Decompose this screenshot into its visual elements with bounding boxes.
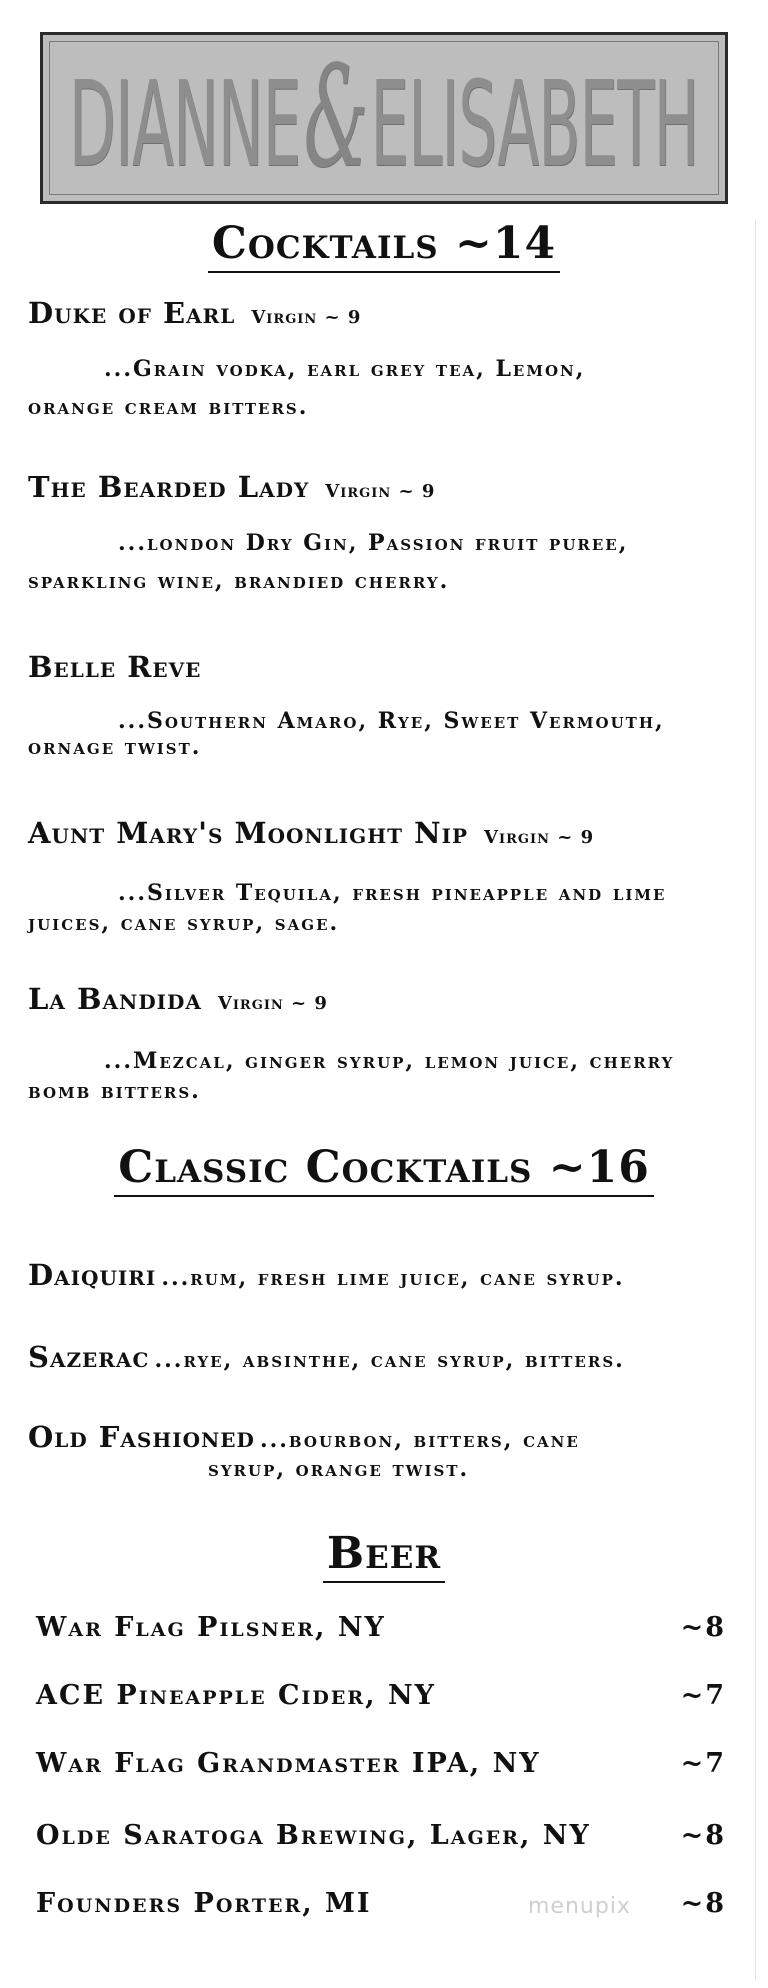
watermark: menupix (528, 1894, 631, 1919)
cocktail-desc-line2: juices, cane syrup, sage. (28, 910, 340, 936)
beer-name: ACE Pineapple Cider, NY (36, 1680, 436, 1711)
cocktail-desc-line2: bomb bitters. (28, 1078, 201, 1104)
cocktail-item-name (28, 982, 328, 1016)
cocktail-desc-line1: ...Southern Amaro, Rye, Sweet Vermouth, (118, 708, 665, 734)
cocktail-name: Duke of Earl (28, 296, 236, 330)
logo-text (69, 36, 699, 199)
beer-price: ~8 (680, 1612, 726, 1643)
cocktail-desc-line1: ...Silver Tequila, fresh pineapple and lime (118, 880, 667, 906)
cocktail-item-name (28, 470, 435, 504)
virgin-price: Virgin ~ 9 (325, 481, 436, 502)
beer-price: ~7 (680, 1680, 726, 1711)
classic-item-desc: ...bourbon, bitters, cane (259, 1427, 580, 1453)
cocktail-desc-line2: sparkling wine, brandied cherry. (28, 568, 450, 594)
beer-row (36, 1820, 726, 1851)
cocktail-item-name (28, 650, 201, 684)
classic-item-desc: ...rum, fresh lime juice, cane syrup. (161, 1265, 625, 1291)
logo-ampersand: & (303, 36, 368, 199)
logo-left-word: DIANNE (69, 55, 301, 193)
cocktail-desc-line1: ...Grain vodka, earl grey tea, Lemon, (104, 356, 586, 382)
classic-item-name: Sazerac (28, 1340, 150, 1374)
beer-row (36, 1680, 726, 1711)
virgin-price: Virgin ~ 9 (251, 307, 362, 328)
classic-item (28, 1258, 625, 1297)
restaurant-logo (40, 32, 728, 204)
cocktail-name: The Bearded Lady (28, 470, 310, 504)
classic-item-name: Daiquiri (28, 1258, 157, 1292)
virgin-price: Virgin ~ 9 (217, 993, 328, 1014)
cocktail-desc-line2: orange cream bitters. (28, 394, 309, 420)
classic-item-desc: ...rye, absinthe, cane syrup, bitters. (154, 1347, 625, 1373)
cocktail-name: Belle Reve (28, 650, 202, 684)
beer-name: War Flag Pilsner, NY (36, 1612, 386, 1643)
cocktail-desc-line1: ...london Dry Gin, Passion fruit puree, (118, 530, 629, 556)
cocktail-name: La Bandida (28, 982, 202, 1016)
classic-item-desc-line2: syrup, orange twist. (208, 1456, 470, 1482)
beer-price: ~8 (680, 1888, 726, 1919)
classic-cocktails-heading (0, 1142, 768, 1193)
beer-name: Olde Saratoga Brewing, Lager, NY (36, 1820, 591, 1851)
cocktails-heading (0, 218, 768, 269)
cocktails-heading-text: Cocktails ~14 (208, 218, 560, 273)
virgin-price: Virgin ~ 9 (484, 827, 595, 848)
cocktail-item-name (28, 296, 361, 330)
logo-right-word: ELISABETH (370, 55, 699, 193)
cocktail-item-name (28, 816, 594, 850)
beer-name: War Flag Grandmaster IPA, NY (36, 1748, 541, 1779)
cocktail-desc-line1: ...Mezcal, ginger syrup, lemon juice, cherry (104, 1048, 675, 1074)
beer-row (36, 1612, 726, 1643)
beer-price: ~7 (680, 1748, 726, 1779)
page-edge-line (755, 220, 756, 1980)
classic-item (28, 1340, 625, 1379)
classic-item-name: Old Fashioned (28, 1420, 255, 1454)
beer-row (36, 1748, 726, 1779)
beer-heading (0, 1528, 768, 1579)
beer-price: ~8 (680, 1820, 726, 1851)
classic-heading-text: Classic Cocktails ~16 (114, 1142, 654, 1197)
beer-name: Founders Porter, MI (36, 1888, 372, 1919)
cocktail-name: Aunt Mary's Moonlight Nip (28, 816, 469, 850)
beer-heading-text: Beer (323, 1528, 445, 1583)
cocktail-desc-line2: ornage twist. (28, 734, 202, 760)
